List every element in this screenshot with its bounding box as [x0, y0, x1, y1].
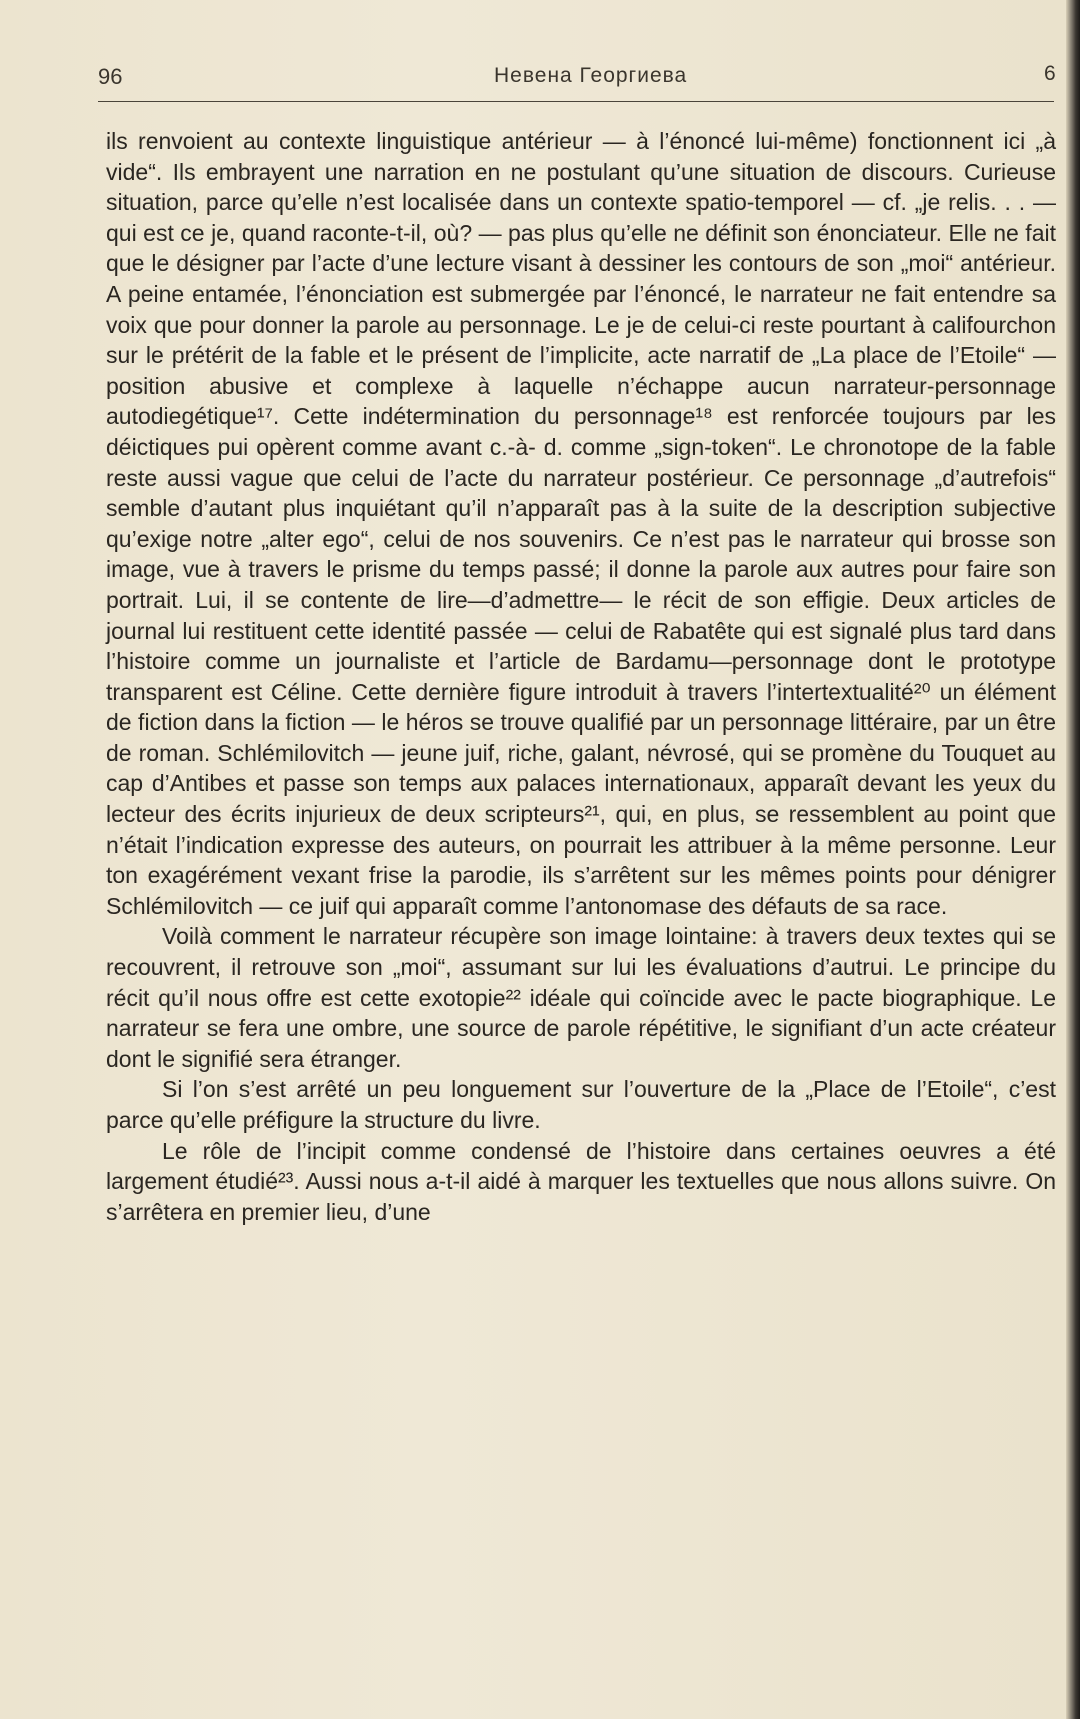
body-text	[106, 126, 1056, 1227]
header-rule	[98, 101, 1054, 102]
page-header	[98, 62, 1058, 94]
paragraph-4: Le rôle de l’incipit comme condensé de l’histoire dans certaines oeuvres a été largement étudié²³. Aussi nous a-t-il aidé à marquer les textuelles que nous allons suivre. On s’arrêtera en premier lieu, d’une	[106, 1137, 1056, 1225]
paragraph-3: Si l’on s’est arrêté un peu longuement sur l’ouverture de la „Place de l’Etoile“, c’est parce qu’elle préfigure la structure du livre.	[106, 1076, 1056, 1133]
paragraph-1: ils renvoient au contexte linguistique antérieur — à l’énoncé lui-même) fonctionnent ici „à vide“. Ils embrayent une narration en ne postulant qu’une situation de discours. Curieuse situation, parce qu’elle n’est localisée dans un contexte spatio-temporel — cf. „je relis. . . — qui est ce je, quand raconte-t-il, où? — pas plus qu’elle ne définit son énonciateur. Elle ne fait que le désigner par l’acte d’une lecture visant à dessiner les contours de son „moi“ antérieur. A peine entamée, l’énonciation est submergée par l’énoncé, le narrateur ne fait entendre sa voix que pour donner la parole au personnage. Le je de celui-ci reste pourtant à califourchon sur le prétérit de la fable et le présent de l’implicite, acte narratif de „La place de l’Etoile“ — position abusive et complexe à laquelle n’échappe aucun narrateur-personnage autodiegétique¹⁷. Cette indétermination du personnage¹⁸ est renforcée toujours par les déictiques pui opèrent comme avant c.-à- d. comme „sign-token“. Le chronotope de la fable reste aussi vague que celui de l’acte du narrateur postérieur. Ce personnage „d’autrefois“ semble d’autant plus inquiétant qu’il n’apparaît pas à la suite de la description subjective qu’exige notre „alter ego“, celui de nos souvenirs. Ce n’est pas le narrateur qui brosse son image, vue à travers le prisme du temps passé; il donne la parole aux autres pour faire son portrait. Lui, il se contente de lire—d’admettre— le récit de son effigie. Deux articles de journal lui restituent cette identité passée — celui de Rabatête qui est signalé plus tard dans l’histoire comme un journaliste et l’article de Bardamu—personnage dont le prototype transparent est Céline. Cette dernière figure introduit à travers l’intertextualité²⁰ un élément de fiction dans la fiction — le héros se trouve qualifié par un personnage littéraire, par un être de roman. Schlémilovitch — jeune juif, riche, galant, névrosé, qui se promène du Touquet au cap d’Antibes et passe son temps aux palaces internationaux, apparaît devant les yeux du lecteur des écrits injurieux de deux scripteurs²¹, qui, en plus, se ressemblent au point que n’était l’indication expresse des auteurs, on pourrait les attribuer à la même personne. Leur ton exagérément vexant frise la parodie, ils s’arrêtent sur les mêmes points pour dénigrer Schlémilovitch — ce juif qui apparaît comme l’antonomase des défauts de sa race.	[106, 128, 1056, 919]
page-edge-shadow	[1066, 0, 1080, 1719]
corner-mark: 6	[1044, 62, 1056, 85]
page-number: 96	[98, 64, 123, 89]
running-head: Невена Георгиева	[494, 64, 688, 87]
paragraph-2: Voilà comment le narrateur récupère son image lointaine: à travers deux textes qui se recouvrent, il retrouve son „moi“, assumant sur lui les évaluations d’autrui. Le principe du récit qu’il nous offre est cette exotopie²² idéale qui coïncide avec le pacte biographique. Le narrateur se fera une ombre, une source de parole répétitive, le signifiant d’un acte créateur dont le signifié sera étranger.	[106, 923, 1056, 1072]
